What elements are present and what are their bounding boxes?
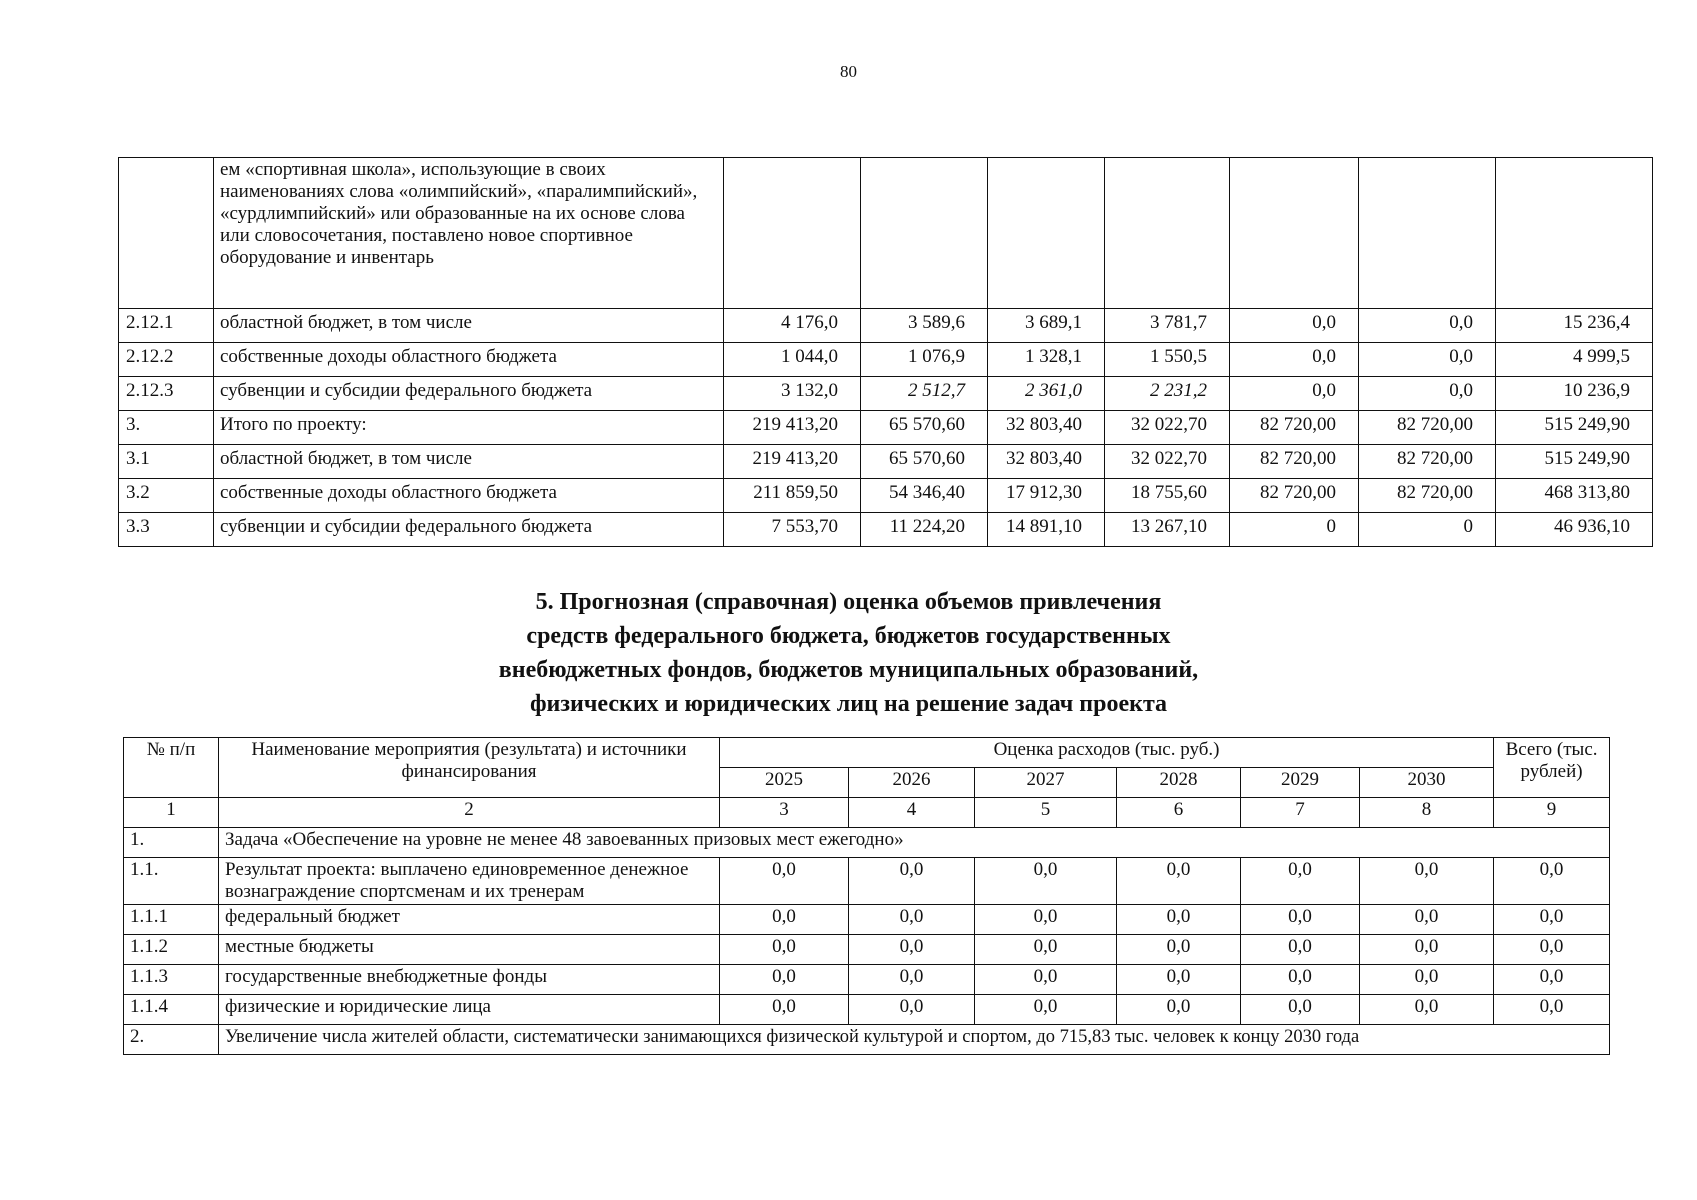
row-value: 0,0 <box>1360 858 1494 905</box>
row-value: 3 689,1 <box>988 309 1105 343</box>
column-number: 1 <box>124 798 219 828</box>
row-value: 0,0 <box>1230 309 1359 343</box>
task-row <box>124 828 1610 858</box>
row-value: 15 236,4 <box>1496 309 1653 343</box>
row-value: 0,0 <box>849 965 975 995</box>
row-value: 3 589,6 <box>861 309 988 343</box>
section-title-line: внебюджетных фондов, бюджетов муниципальных образований, <box>498 657 1199 683</box>
row-value: 4 176,0 <box>724 309 861 343</box>
row-value: 0 <box>1230 513 1359 547</box>
row-value: 32 803,40 <box>988 445 1105 479</box>
row-value: 0,0 <box>1230 343 1359 377</box>
row-value: 11 224,20 <box>861 513 988 547</box>
row-value: 65 570,60 <box>861 445 988 479</box>
column-number: 2 <box>219 798 720 828</box>
row-value: 3 132,0 <box>724 377 861 411</box>
row-value: 211 859,50 <box>724 479 861 513</box>
row-value: 515 249,90 <box>1496 445 1653 479</box>
row-value: 82 720,00 <box>1359 479 1496 513</box>
row-value: 0,0 <box>1494 858 1610 905</box>
row-value: 7 553,70 <box>724 513 861 547</box>
budget-table-continued <box>118 157 1653 547</box>
header-year: 2028 <box>1117 768 1241 798</box>
table-row <box>119 445 1653 479</box>
row-value: 219 413,20 <box>724 445 861 479</box>
row-value: 0,0 <box>1494 965 1610 995</box>
row-value: 0,0 <box>975 858 1117 905</box>
row-value: 0,0 <box>1241 858 1360 905</box>
row-code: 3.2 <box>119 479 214 513</box>
row-value: 0,0 <box>1117 965 1241 995</box>
section-title-line: 5. Прогнозная (справочная) оценка объемов привлечения <box>535 589 1162 615</box>
row-name: собственные доходы областного бюджета <box>214 479 724 513</box>
table-row <box>124 965 1610 995</box>
row-value: 468 313,80 <box>1496 479 1653 513</box>
header-estimate: Оценка расходов (тыс. руб.) <box>720 738 1494 768</box>
header-num: № п/п <box>124 738 219 798</box>
column-number: 3 <box>720 798 849 828</box>
row-value: 0,0 <box>849 935 975 965</box>
row-value: 0,0 <box>1117 935 1241 965</box>
row-value: 2 512,7 <box>861 377 988 411</box>
row-code: 3.3 <box>119 513 214 547</box>
row-name: областной бюджет, в том числе <box>214 309 724 343</box>
row-value: 14 891,10 <box>988 513 1105 547</box>
table-row <box>124 935 1610 965</box>
task-row <box>124 1025 1610 1055</box>
row-value: 0,0 <box>720 935 849 965</box>
table-row <box>119 479 1653 513</box>
section-title-line: средств федерального бюджета, бюджетов государственных <box>526 623 1171 649</box>
row-name: местные бюджеты <box>219 935 720 965</box>
task-text: Задача «Обеспечение на уровне не менее 48 завоеванных призовых мест ежегодно» <box>219 828 1610 858</box>
header-name: Наименование мероприятия (результата) и источники финансирования <box>219 738 720 798</box>
section-title <box>0 585 1697 721</box>
column-number: 4 <box>849 798 975 828</box>
row-value: 3 781,7 <box>1105 309 1230 343</box>
row-name: федеральный бюджет <box>219 905 720 935</box>
row-value: 0,0 <box>1359 309 1496 343</box>
row-value: 0,0 <box>1241 995 1360 1025</box>
column-number: 7 <box>1241 798 1360 828</box>
row-value: 0,0 <box>1359 377 1496 411</box>
continuation-row <box>119 158 1653 309</box>
row-value: 0,0 <box>849 995 975 1025</box>
row-value: 0,0 <box>1117 905 1241 935</box>
row-value: 1 328,1 <box>988 343 1105 377</box>
row-code: 1.1.1 <box>124 905 219 935</box>
row-value: 0,0 <box>1230 377 1359 411</box>
row-code: 3.1 <box>119 445 214 479</box>
task-code: 2. <box>124 1025 219 1055</box>
row-value: 46 936,10 <box>1496 513 1653 547</box>
header-total: Всего (тыс. рублей) <box>1494 738 1610 798</box>
header-year: 2030 <box>1360 768 1494 798</box>
column-number: 6 <box>1117 798 1241 828</box>
header-year: 2029 <box>1241 768 1360 798</box>
row-value: 0,0 <box>1494 935 1610 965</box>
row-value: 54 346,40 <box>861 479 988 513</box>
row-name: Результат проекта: выплачено единовременное денежное вознаграждение спортсменам и их тренерам <box>219 858 720 905</box>
row-value: 0,0 <box>849 858 975 905</box>
row-value: 82 720,00 <box>1230 411 1359 445</box>
column-number: 9 <box>1494 798 1610 828</box>
page-number: 80 <box>840 62 857 81</box>
row-name: собственные доходы областного бюджета <box>214 343 724 377</box>
row-value: 1 044,0 <box>724 343 861 377</box>
row-value: 0,0 <box>1494 905 1610 935</box>
row-value: 0,0 <box>1360 905 1494 935</box>
row-value: 82 720,00 <box>1359 445 1496 479</box>
row-value: 4 999,5 <box>1496 343 1653 377</box>
row-value: 0,0 <box>720 995 849 1025</box>
row-value: 18 755,60 <box>1105 479 1230 513</box>
column-numbers-row <box>124 798 1610 828</box>
row-value: 0,0 <box>720 905 849 935</box>
table-row <box>124 858 1610 905</box>
row-value: 0,0 <box>720 858 849 905</box>
row-value: 82 720,00 <box>1230 479 1359 513</box>
forecast-table <box>123 737 1610 1055</box>
table-row <box>119 309 1653 343</box>
row-value: 32 022,70 <box>1105 411 1230 445</box>
row-value: 0,0 <box>1117 858 1241 905</box>
header-row <box>124 738 1610 768</box>
row-value: 0,0 <box>1241 905 1360 935</box>
row-code: 2.12.1 <box>119 309 214 343</box>
row-value: 0,0 <box>849 905 975 935</box>
row-value: 219 413,20 <box>724 411 861 445</box>
row-value: 0,0 <box>1360 995 1494 1025</box>
row-value: 0,0 <box>975 995 1117 1025</box>
task-text: Увеличение числа жителей области, систематически занимающихся физической культурой и спортом, до 715,83 тыс. человек к концу 2030 года <box>219 1025 1610 1055</box>
row-code: 1.1. <box>124 858 219 905</box>
row-value: 0 <box>1359 513 1496 547</box>
table-row <box>119 513 1653 547</box>
row-code: 2.12.2 <box>119 343 214 377</box>
row-name: Итого по проекту: <box>214 411 724 445</box>
row-value: 0,0 <box>1117 995 1241 1025</box>
section-title-line: физических и юридических лиц на решение задач проекта <box>529 691 1168 717</box>
row-value: 0,0 <box>1359 343 1496 377</box>
table-row <box>119 343 1653 377</box>
continuation-text: ем «спортивная школа», использующие в своих наименованиях слова «олимпийский», «паралимпийский», «сурдлимпийский» или образованные на их основе слова или словосочетания, поставлено новое спортивное оборудование и инвентарь <box>214 158 724 309</box>
row-value: 17 912,30 <box>988 479 1105 513</box>
row-value: 0,0 <box>975 935 1117 965</box>
row-name: государственные внебюджетные фонды <box>219 965 720 995</box>
row-value: 1 550,5 <box>1105 343 1230 377</box>
task-code: 1. <box>124 828 219 858</box>
row-value: 0,0 <box>1241 965 1360 995</box>
table-row <box>124 995 1610 1025</box>
row-value: 32 803,40 <box>988 411 1105 445</box>
row-value: 2 231,2 <box>1105 377 1230 411</box>
row-value: 0,0 <box>975 905 1117 935</box>
row-code: 1.1.2 <box>124 935 219 965</box>
row-value: 10 236,9 <box>1496 377 1653 411</box>
row-value: 2 361,0 <box>988 377 1105 411</box>
row-name: субвенции и субсидии федерального бюджета <box>214 377 724 411</box>
row-code: 2.12.3 <box>119 377 214 411</box>
row-value: 0,0 <box>1360 965 1494 995</box>
row-code: 1.1.3 <box>124 965 219 995</box>
header-year: 2027 <box>975 768 1117 798</box>
row-name: субвенции и субсидии федерального бюджета <box>214 513 724 547</box>
row-name: областной бюджет, в том числе <box>214 445 724 479</box>
row-value: 0,0 <box>720 965 849 995</box>
row-value: 515 249,90 <box>1496 411 1653 445</box>
row-value: 0,0 <box>975 965 1117 995</box>
header-year: 2025 <box>720 768 849 798</box>
row-value: 1 076,9 <box>861 343 988 377</box>
row-code: 3. <box>119 411 214 445</box>
table-row <box>119 377 1653 411</box>
table-row <box>124 905 1610 935</box>
column-number: 5 <box>975 798 1117 828</box>
row-value: 65 570,60 <box>861 411 988 445</box>
row-value: 32 022,70 <box>1105 445 1230 479</box>
column-number: 8 <box>1360 798 1494 828</box>
row-value: 82 720,00 <box>1359 411 1496 445</box>
header-year: 2026 <box>849 768 975 798</box>
row-name: физические и юридические лица <box>219 995 720 1025</box>
row-code: 1.1.4 <box>124 995 219 1025</box>
row-value: 0,0 <box>1494 995 1610 1025</box>
row-value: 0,0 <box>1360 935 1494 965</box>
row-value: 82 720,00 <box>1230 445 1359 479</box>
row-value: 0,0 <box>1241 935 1360 965</box>
row-value: 13 267,10 <box>1105 513 1230 547</box>
table-row <box>119 411 1653 445</box>
